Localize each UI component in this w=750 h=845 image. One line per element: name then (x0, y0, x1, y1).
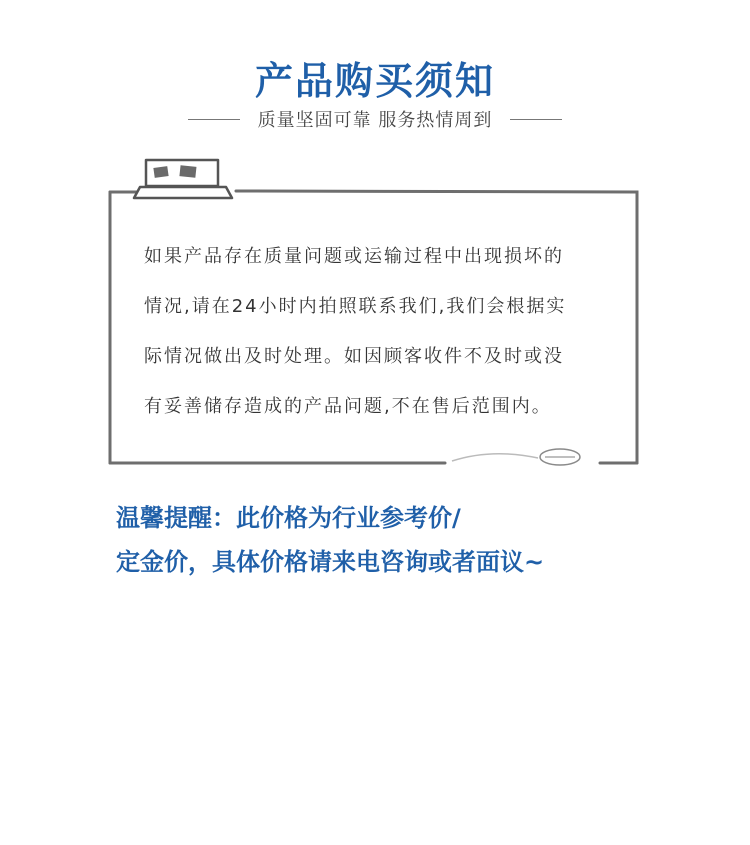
price-reminder (116, 496, 736, 584)
notice-line: 际情况做出及时处理。如因顾客收件不及时或没 (144, 346, 564, 367)
laptop-icon (134, 160, 232, 198)
notice-line: 如果产品存在质量问题或运输过程中出现损坏的 (144, 246, 564, 267)
notice-line: 有妥善储存造成的产品问题,不在售后范围内。 (144, 396, 552, 417)
reminder-line: 定金价，具体价格请来电咨询或者面议~ (116, 548, 545, 576)
subtitle: 质量坚固可靠 服务热情周到 (257, 110, 493, 131)
page-title: 产品购买须知 (254, 59, 495, 103)
notice-text (144, 232, 614, 432)
mouse-icon (452, 449, 580, 465)
notice-line: 情况,请在24小时内拍照联系我们,我们会根据实 (144, 296, 567, 317)
reminder-line: 温馨提醒：此价格为行业参考价/ (116, 504, 461, 532)
